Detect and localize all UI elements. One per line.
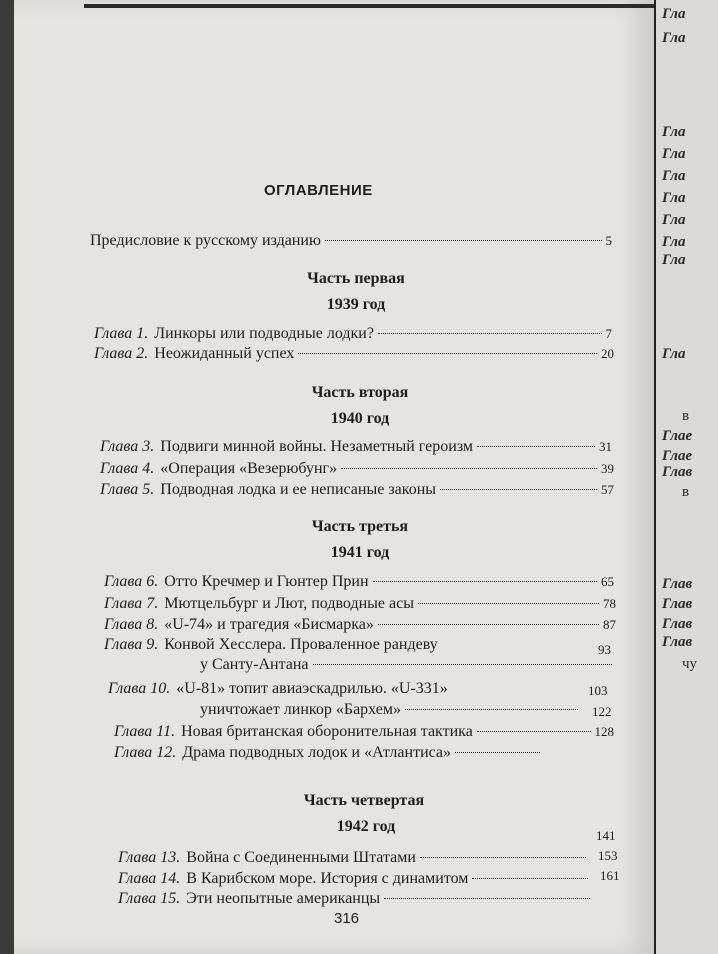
dot-leader: [298, 353, 597, 354]
entry-page: 87: [603, 617, 616, 632]
toc-entry-continuation: [200, 701, 582, 719]
facing-page-fragment: Глав: [662, 464, 693, 480]
toc-entry: [118, 849, 590, 867]
toc-entry: [100, 460, 614, 478]
toc-entry-preface: [90, 232, 612, 250]
entry-title-continuation: уничтожает линкор «Бархем»: [200, 701, 401, 718]
part-year: 1942 год: [336, 818, 396, 835]
part-year: 1939 год: [326, 296, 386, 313]
table-of-contents: [14, 0, 654, 954]
part-title: Часть третья: [311, 518, 409, 535]
facing-page-fragment: Гла: [662, 234, 686, 250]
book-page: [14, 0, 654, 954]
entry-page: 103: [588, 683, 608, 698]
toc-entry: [104, 595, 616, 613]
entry-page: 31: [599, 439, 612, 454]
facing-page-fragment: Гла: [662, 146, 686, 162]
toc-entry: [108, 680, 448, 698]
chapter-label: Глава 8.: [104, 616, 159, 633]
entry-title: Отто Кречмер и Гюнтер Прин: [164, 573, 369, 590]
chapter-label: Глава 10.: [108, 680, 171, 697]
dot-leader: [325, 240, 602, 241]
facing-page-fragment: Гла: [662, 124, 686, 140]
facing-page-fragment: Гла: [662, 190, 686, 206]
facing-page-fragment: Глав: [662, 596, 693, 612]
toc-entry: [114, 723, 614, 741]
facing-page-fragment: Глав: [662, 576, 693, 592]
entry-title: Линкоры или подводные лодки?: [154, 325, 374, 342]
chapter-label: Глава 14.: [118, 870, 181, 887]
toc-entry: [100, 481, 614, 499]
entry-title: Подводная лодка и ее неписаные законы: [160, 481, 437, 498]
chapter-label: Глава 5.: [100, 481, 155, 498]
facing-page-fragment: в: [682, 484, 690, 500]
entry-title: «U-81» топит авиаэскадрилью. «U-331»: [176, 680, 448, 697]
dot-leader: [378, 624, 599, 625]
entry-page: 65: [601, 574, 614, 589]
entry-title: В Карибском море. История с динамитом: [186, 870, 469, 887]
entry-title: Эти неопытные американцы: [186, 890, 381, 907]
dot-leader: [455, 752, 540, 753]
entry-title-continuation: у Санту-Антана: [200, 656, 309, 673]
facing-page-fragment: Гла: [662, 212, 686, 228]
facing-page-fragment: Глав: [662, 616, 693, 632]
dot-leader: [373, 581, 597, 582]
chapter-label: Глава 12.: [114, 744, 177, 761]
dot-leader: [405, 709, 578, 710]
entry-page: 20: [601, 346, 614, 361]
entry-title: Мютцельбург и Лют, подводные асы: [164, 595, 414, 612]
toc-entry: [104, 636, 438, 654]
dot-leader: [440, 489, 597, 490]
facing-page-fragment: Глав: [662, 634, 693, 650]
entry-page: 93: [598, 642, 611, 657]
entry-page: 128: [594, 724, 614, 739]
part-year: 1941 год: [330, 544, 390, 561]
entry-page: 5: [605, 233, 612, 248]
entry-title: «Операция «Везерюбунг»: [160, 460, 338, 477]
chapter-label: Глава 4.: [100, 460, 155, 477]
dot-leader: [477, 446, 595, 447]
chapter-label: Глава 7.: [104, 595, 159, 612]
chapter-label: Глава 13.: [118, 849, 181, 866]
facing-page-fragment: Гла: [662, 252, 686, 268]
page-number: 316: [334, 910, 360, 927]
entry-title: Неожиданный успех: [154, 345, 295, 362]
part-title: Часть четвертая: [303, 792, 425, 809]
dot-leader: [384, 898, 590, 899]
toc-entry: [104, 573, 614, 591]
chapter-label: Глава 2.: [94, 345, 149, 362]
toc-entry: [118, 870, 592, 888]
facing-page-fragment: Гла: [662, 30, 686, 46]
entry-page: 7: [605, 326, 612, 341]
part-title: Часть первая: [307, 270, 405, 287]
facing-page-fragment: Гла: [662, 168, 686, 184]
toc-entry-continuation: [200, 656, 616, 674]
toc-entry: [100, 438, 612, 456]
entry-title: Подвиги минной войны. Незаметный героизм: [160, 438, 474, 455]
entry-title: Драма подводных лодок и «Атлантиса»: [182, 744, 452, 761]
entry-page: 39: [601, 461, 614, 476]
entry-page: 153: [598, 848, 618, 863]
dot-leader: [420, 857, 586, 858]
dot-leader: [472, 878, 588, 879]
chapter-label: Глава 6.: [104, 573, 159, 590]
dot-leader: [418, 603, 599, 604]
toc-entry: [118, 890, 594, 908]
facing-page-fragment: Глае: [662, 428, 693, 444]
entry-page: 161: [600, 868, 620, 883]
entry-title: «U-74» и трагедия «Бисмарка»: [164, 616, 374, 633]
entry-title: Предисловие к русскому изданию: [90, 232, 321, 249]
facing-page-fragment: Гла: [662, 6, 686, 22]
part-title: Часть вторая: [311, 384, 409, 401]
entry-page: 141: [596, 828, 616, 843]
chapter-label: Глава 11.: [114, 723, 176, 740]
entry-title: Конвой Хесслера. Проваленное рандеву: [164, 636, 438, 653]
facing-page-fragment: чу: [682, 656, 698, 672]
entry-page: 78: [603, 596, 616, 611]
entry-page: 57: [601, 482, 614, 497]
chapter-label: Глава 9.: [104, 636, 159, 653]
facing-page-edge: [654, 0, 718, 954]
toc-entry: [114, 744, 544, 762]
toc-entry: [94, 345, 614, 363]
chapter-label: Глава 15.: [118, 890, 181, 907]
toc-entry: [94, 325, 612, 343]
dot-leader: [341, 468, 597, 469]
toc-entry: [104, 616, 616, 634]
facing-page-fragment: Глае: [662, 448, 693, 464]
chapter-label: Глава 1.: [94, 325, 149, 342]
chapter-label: Глава 3.: [100, 438, 155, 455]
entry-title: Новая британская оборонительная тактика: [181, 723, 473, 740]
dot-leader: [378, 333, 602, 334]
dot-leader: [313, 664, 612, 665]
part-year: 1940 год: [330, 410, 390, 427]
facing-page-fragment: в: [682, 408, 690, 424]
facing-page-fragment: Гла: [662, 346, 686, 362]
toc-title: ОГЛАВЛЕНИЕ: [264, 182, 373, 199]
entry-page: 122: [592, 704, 612, 719]
dot-leader: [477, 731, 591, 732]
entry-title: Война с Соединенными Штатами: [186, 849, 416, 866]
